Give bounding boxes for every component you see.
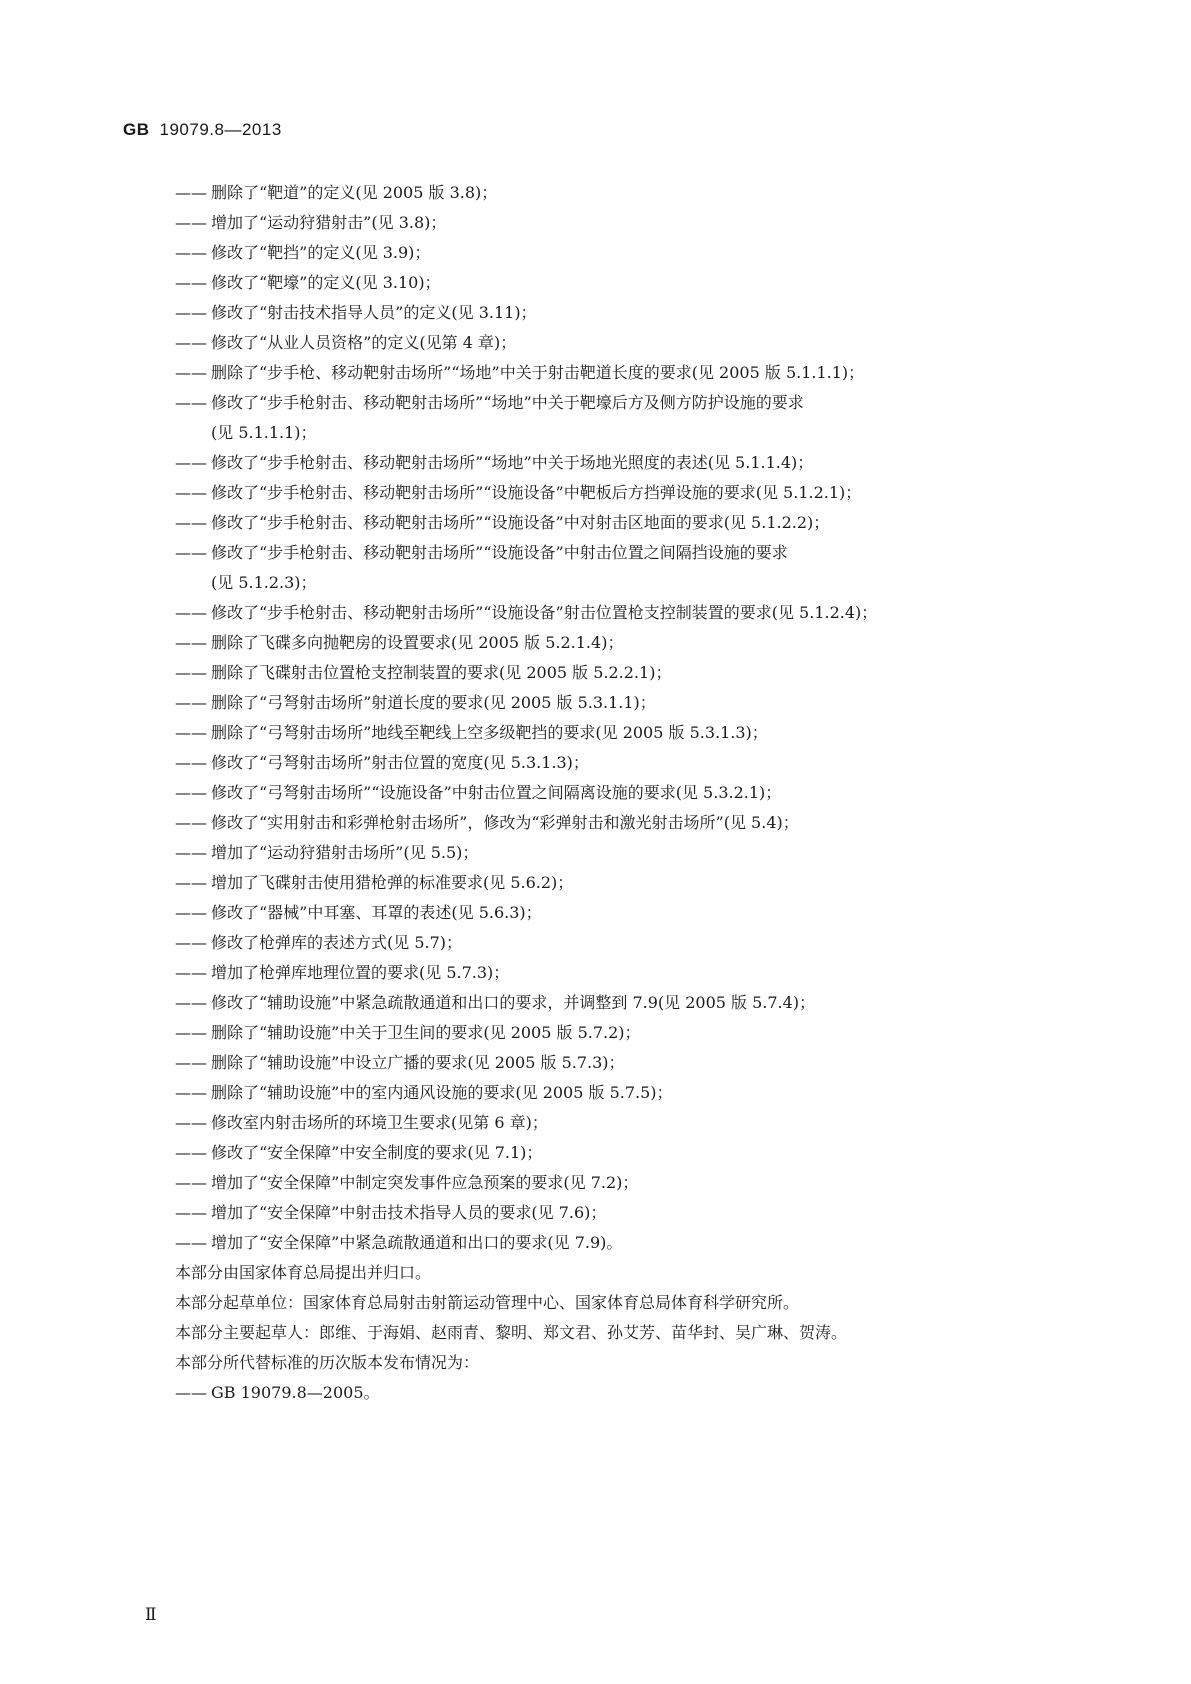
change-item: —— 修改了“步手枪射击、移动靶射击场所”“设施设备”中靶板后方挡弹设施的要求(见 5.1.2.1)； xyxy=(175,483,862,502)
document-header xyxy=(123,120,282,140)
standard-code: GB xyxy=(123,120,150,139)
change-item: —— 删除了“弓弩射击场所”地线至靶线上空多级靶挡的要求(见 2005 版 5.3.1.3)； xyxy=(175,723,768,742)
change-item: —— 修改了“步手枪射击、移动靶射击场所”“场地”中关于场地光照度的表述(见 5.1.1.4)； xyxy=(175,453,814,472)
change-item: —— 修改室内射击场所的环境卫生要求(见第 6 章)； xyxy=(175,1113,548,1132)
change-item: —— 增加了“运动狩猎射击场所”(见 5.5)； xyxy=(175,843,479,862)
change-item: —— 删除了“靶道”的定义(见 2005 版 3.8)； xyxy=(175,183,498,202)
change-item: —— 删除了“辅助设施”中的室内通风设施的要求(见 2005 版 5.7.5)； xyxy=(175,1083,673,1102)
change-item: —— 修改了“步手枪射击、移动靶射击场所”“设施设备”中射击位置之间隔挡设施的要求 (见 5.1.2.3)； xyxy=(175,543,788,592)
drafting-units-paragraph: 本部分起草单位：国家体育总局射击射箭运动管理中心、国家体育总局体育科学研究所。 xyxy=(175,1293,800,1312)
change-item: —— 增加了飞碟射击使用猎枪弹的标准要求(见 5.6.2)； xyxy=(175,873,574,892)
change-item: —— 修改了“辅助设施”中紧急疏散通道和出口的要求，并调整到 7.9(见 2005 版 5.7.4)； xyxy=(175,993,816,1012)
proposer-paragraph: 本部分由国家体育总局提出并归口。 xyxy=(175,1263,432,1282)
change-item: —— 修改了“弓弩射击场所”“设施设备”中射击位置之间隔离设施的要求(见 5.3.2.1)； xyxy=(175,783,782,802)
change-item: —— 修改了“从业人员资格”的定义(见第 4 章)； xyxy=(175,333,517,352)
change-item: —— 修改了“实用射击和彩弹枪射击场所”，修改为“彩弹射击和激光射击场所”(见 5.4)； xyxy=(175,813,799,832)
change-item: —— 增加了“运动狩猎射击”(见 3.8)； xyxy=(175,213,447,232)
change-item: —— 删除了“弓弩射击场所”射道长度的要求(见 2005 版 5.3.1.1)； xyxy=(175,693,656,712)
history-intro-paragraph: 本部分所代替标准的历次版本发布情况为： xyxy=(175,1353,480,1372)
change-item: —— 删除了飞碟射击位置枪支控制装置的要求(见 2005 版 5.2.2.1)； xyxy=(175,663,672,682)
change-item: —— 删除了飞碟多向抛靶房的设置要求(见 2005 版 5.2.1.4)； xyxy=(175,633,624,652)
change-item: —— 增加了“安全保障”中射击技术指导人员的要求(见 7.6)； xyxy=(175,1203,607,1222)
change-item: —— 修改了“步手枪射击、移动靶射击场所”“设施设备”射击位置枪支控制装置的要求(见 5.1.2.4)； xyxy=(175,603,878,622)
change-item: —— 删除了“辅助设施”中关于卫生间的要求(见 2005 版 5.7.2)； xyxy=(175,1023,641,1042)
change-item: —— 修改了“弓弩射击场所”射击位置的宽度(见 5.3.1.3)； xyxy=(175,753,589,772)
change-item: —— 修改了枪弹库的表述方式(见 5.7)； xyxy=(175,933,463,952)
change-item: —— 修改了“步手枪射击、移动靶射击场所”“场地”中关于靶壕后方及侧方防护设施的要求 (见 5.1.1.1)； xyxy=(175,393,804,442)
change-item: —— 修改了“器械”中耳塞、耳罩的表述(见 5.6.3)； xyxy=(175,903,542,922)
change-item: —— 修改了“射击技术指导人员”的定义(见 3.11)； xyxy=(175,303,537,322)
history-item: —— GB 19079.8—2005。 xyxy=(175,1383,380,1402)
change-item: —— 修改了“靶壕”的定义(见 3.10)； xyxy=(175,273,441,292)
change-item: —— 修改了“靶挡”的定义(见 3.9)； xyxy=(175,243,431,262)
page-number: Ⅱ xyxy=(145,1605,157,1625)
change-item: —— 增加了“安全保障”中制定突发事件应急预案的要求(见 7.2)； xyxy=(175,1173,639,1192)
standard-number: 19079.8—2013 xyxy=(159,120,282,139)
change-item: —— 修改了“步手枪射击、移动靶射击场所”“设施设备”中对射击区地面的要求(见 5.1.2.2)； xyxy=(175,513,830,532)
document-body xyxy=(175,178,1075,1408)
change-item: —— 增加了“安全保障”中紧急疏散通道和出口的要求(见 7.9)。 xyxy=(175,1233,623,1252)
change-item: —— 修改了“安全保障”中安全制度的要求(见 7.1)； xyxy=(175,1143,543,1162)
change-item: —— 删除了“辅助设施”中设立广播的要求(见 2005 版 5.7.3)； xyxy=(175,1053,625,1072)
drafters-paragraph: 本部分主要起草人：郎维、于海娟、赵雨青、黎明、郑文君、孙艾芳、苗华封、吴广琳、贺涛。 xyxy=(175,1323,848,1342)
change-item: —— 删除了“步手枪、移动靶射击场所”“场地”中关于射击靶道长度的要求(见 2005 版 5.1.1.1)； xyxy=(175,363,865,382)
change-item: —— 增加了枪弹库地理位置的要求(见 5.7.3)； xyxy=(175,963,510,982)
